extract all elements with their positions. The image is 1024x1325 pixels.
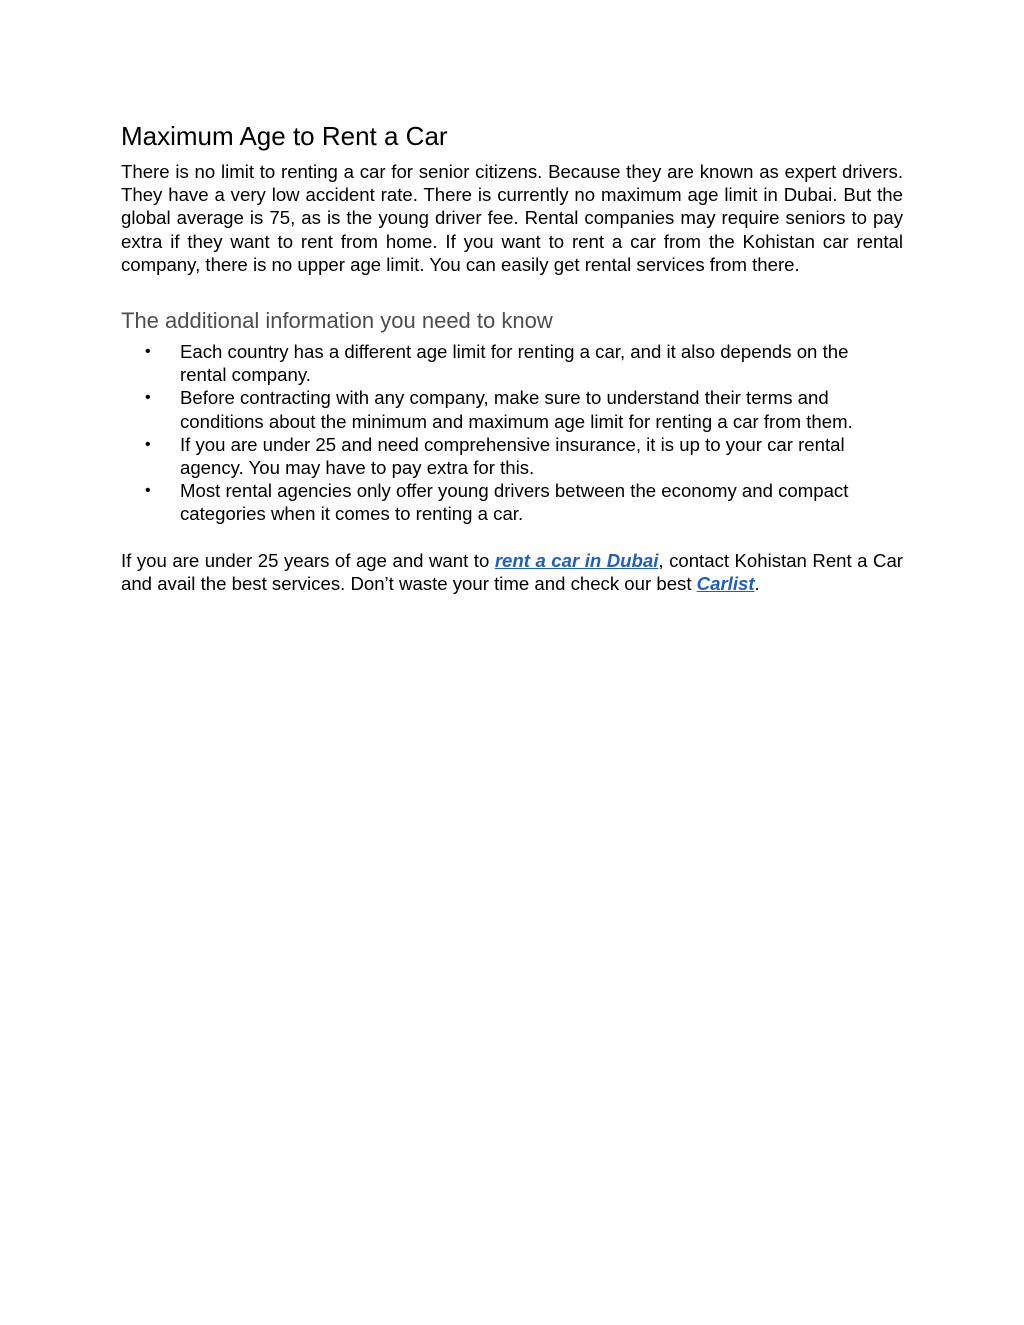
list-item-text: Most rental agencies only offer young drivers between the economy and compact categories when it comes to renting a car.	[180, 480, 849, 525]
list-item-text: If you are under 25 and need comprehensive insurance, it is up to your car rental agency. You may have to pay extra for this.	[180, 433, 845, 479]
closing-text-3: .	[754, 572, 760, 594]
closing-text-1: If you are under 25 years of age and want to	[121, 549, 495, 571]
page-title: Maximum Age to Rent a Car	[121, 121, 448, 151]
carlist-link[interactable]: Carlist	[696, 572, 755, 594]
list-item-text: Before contracting with any company, make sure to understand their terms and conditions about the minimum and maximum age limit for renting a car from them.	[180, 387, 853, 432]
closing-paragraph	[121, 549, 903, 595]
info-list	[121, 340, 903, 526]
document-page	[121, 118, 903, 614]
intro-paragraph: There is no limit to renting a car for senior citizens. Because they are known as expert drivers. They have a very low accident rate. There is currently no maximum age limit in Dubai. But the global average is 75, as is the young driver fee. Rental companies may require seniors to pay extra if they want to rent from home. If you want to rent a car from the Kohistan car rental company, there is no upper age limit. You can easily get rental services from there.	[121, 161, 903, 275]
bullet-icon: •	[145, 389, 151, 407]
list-item	[121, 479, 903, 525]
rent-a-car-dubai-link[interactable]: rent a car in Dubai	[494, 549, 659, 571]
list-item	[121, 386, 903, 432]
list-item	[121, 433, 903, 479]
list-item-text: Each country has a different age limit for renting a car, and it also depends on the rental company.	[180, 341, 849, 386]
bullet-icon: •	[145, 343, 151, 361]
bullet-icon: •	[145, 435, 151, 453]
closing-text-2: , contact Kohistan Rent a Car and avail the best services. Don’t waste your time and check our best	[121, 549, 903, 594]
section-heading: The additional information you need to know	[121, 308, 553, 334]
list-item	[121, 340, 903, 386]
bullet-icon: •	[145, 482, 151, 500]
